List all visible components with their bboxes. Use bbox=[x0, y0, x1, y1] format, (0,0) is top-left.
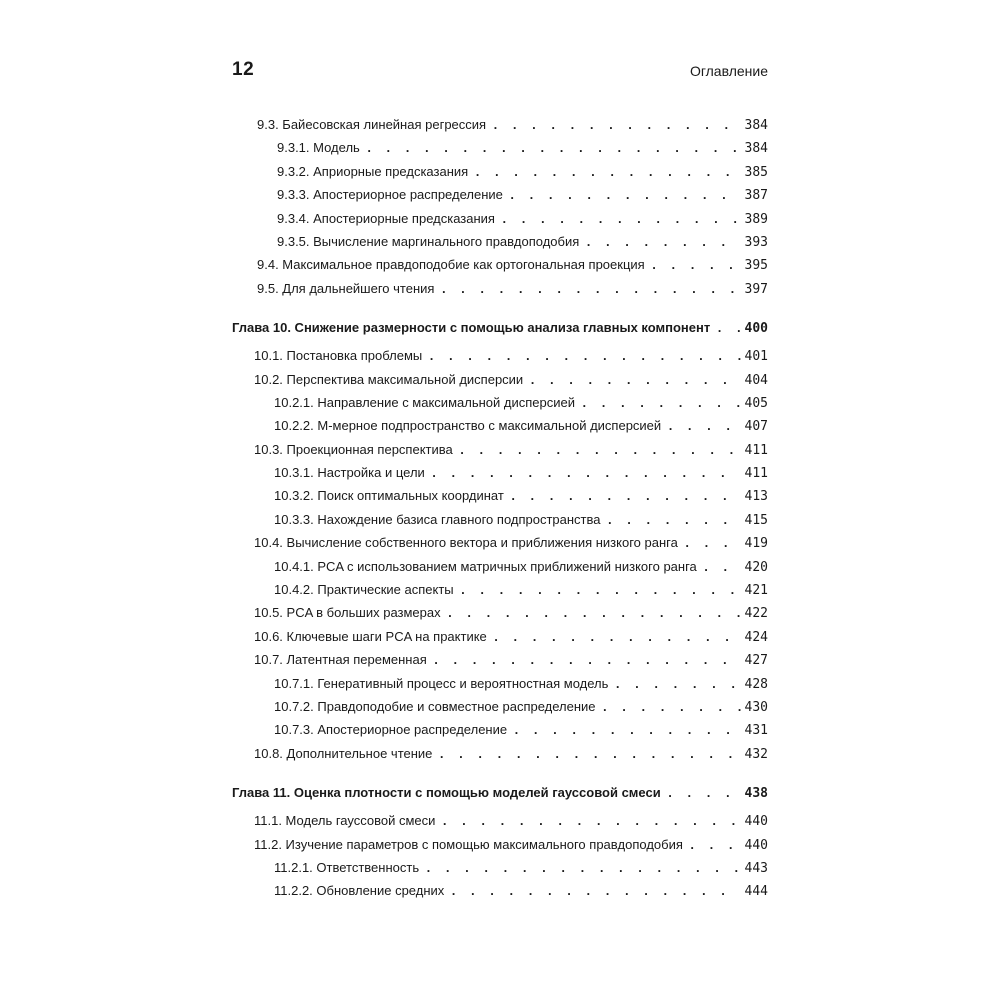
running-header: Оглавление bbox=[689, 63, 768, 79]
toc-entry-page: 443 bbox=[744, 860, 768, 876]
toc-entry bbox=[232, 488, 768, 511]
toc-entry bbox=[232, 605, 768, 628]
toc-entry-page: 389 bbox=[744, 211, 768, 227]
toc-entry bbox=[232, 418, 768, 441]
toc-entry-title: 10.2. Перспектива максимальной дисперсии bbox=[254, 371, 524, 387]
dot-leader bbox=[513, 724, 740, 737]
dot-leader bbox=[529, 374, 740, 387]
toc-entry-title: 10.4. Вычисление собственного вектора и приближения низкого ранга bbox=[254, 535, 678, 551]
toc-entry-page: 420 bbox=[744, 559, 768, 575]
toc-entry-page: 405 bbox=[744, 395, 768, 411]
toc-chapter-title: Глава 10. Снижение размерности с помощью анализа главных компонент bbox=[232, 320, 711, 336]
toc-entry-page: 407 bbox=[744, 419, 768, 435]
dot-leader bbox=[440, 283, 740, 296]
dot-leader bbox=[585, 236, 740, 249]
toc-entry bbox=[232, 629, 768, 652]
toc-entry-page: 385 bbox=[744, 164, 768, 180]
toc-chapter-heading bbox=[232, 320, 768, 348]
dot-leader bbox=[447, 607, 741, 620]
toc-entry bbox=[232, 512, 768, 535]
toc-entry-title: 10.4.1. PCA с использованием матричных приближений низкого ранга bbox=[274, 558, 697, 574]
table-of-contents bbox=[232, 117, 768, 907]
toc-entry bbox=[232, 813, 768, 836]
toc-entry-page: 440 bbox=[744, 837, 768, 853]
toc-entry-title: 10.1. Постановка проблемы bbox=[254, 348, 423, 364]
toc-entry-page: 404 bbox=[744, 372, 768, 388]
dot-leader bbox=[689, 839, 741, 852]
toc-entry bbox=[232, 582, 768, 605]
toc-entry-title: 10.8. Дополнительное чтение bbox=[254, 745, 433, 761]
dot-leader bbox=[510, 490, 741, 503]
toc-entry bbox=[232, 211, 768, 234]
toc-entry bbox=[232, 746, 768, 769]
toc-entry-page: 438 bbox=[744, 786, 768, 802]
toc-entry bbox=[232, 187, 768, 210]
toc-entry bbox=[232, 883, 768, 906]
toc-entry-title: 10.6. Ключевые шаги PCA на практике bbox=[254, 628, 487, 644]
toc-entry bbox=[232, 234, 768, 257]
toc-entry-title: 9.5. Для дальнейшего чтения bbox=[257, 280, 435, 296]
toc-entry-title: 9.3.1. Модель bbox=[277, 140, 360, 156]
dot-leader bbox=[716, 322, 740, 335]
toc-entry-title: 10.7.3. Апостериорное распределение bbox=[274, 722, 508, 738]
toc-entry-title: 11.2.2. Обновление средних bbox=[274, 883, 445, 899]
dot-leader bbox=[428, 350, 740, 363]
toc-entry-page: 384 bbox=[744, 141, 768, 157]
toc-entry-title: 11.2.1. Ответственность bbox=[274, 859, 420, 875]
toc-entry bbox=[232, 860, 768, 883]
toc-entry-title: 10.3. Проекционная перспектива bbox=[254, 441, 453, 457]
toc-entry-title: 10.5. PCA в больших размерах bbox=[254, 605, 441, 621]
toc-entry-page: 427 bbox=[744, 653, 768, 669]
dot-leader bbox=[492, 119, 740, 132]
dot-leader bbox=[581, 397, 741, 410]
toc-entry-page: 411 bbox=[744, 442, 768, 458]
toc-entry-title: 9.3.5. Вычисление маргинального правдоподобия bbox=[277, 233, 580, 249]
toc-entry-page: 400 bbox=[744, 321, 768, 337]
toc-entry bbox=[232, 395, 768, 418]
toc-entry bbox=[232, 699, 768, 722]
toc-chapter-title: Глава 11. Оценка плотности с помощью моделей гауссовой смеси bbox=[232, 785, 661, 801]
toc-entry bbox=[232, 257, 768, 280]
toc-entry-page: 424 bbox=[744, 629, 768, 645]
toc-entry-title: 10.7. Латентная переменная bbox=[254, 652, 427, 668]
dot-leader bbox=[441, 815, 740, 828]
toc-entry-page: 397 bbox=[744, 281, 768, 297]
toc-entry-title: 10.2.1. Направление с максимальной дисперсией bbox=[274, 394, 575, 410]
toc-entry bbox=[232, 372, 768, 395]
toc-entry-page: 422 bbox=[744, 606, 768, 622]
dot-leader bbox=[433, 654, 741, 667]
dot-leader bbox=[667, 787, 741, 800]
toc-entry-title: 11.1. Модель гауссовой смеси bbox=[254, 813, 436, 829]
toc-entry-page: 415 bbox=[744, 512, 768, 528]
toc-entry-page: 413 bbox=[744, 489, 768, 505]
toc-entry-title: 9.3.3. Апостериорное распределение bbox=[277, 187, 503, 203]
dot-leader bbox=[366, 142, 741, 155]
toc-entry bbox=[232, 281, 768, 304]
toc-entry-page: 440 bbox=[744, 814, 768, 830]
dot-leader bbox=[614, 678, 740, 691]
toc-entry-title: 9.3.2. Априорные предсказания bbox=[277, 163, 469, 179]
toc-entry bbox=[232, 535, 768, 558]
page-number: 12 bbox=[232, 59, 255, 80]
toc-entry-title: 10.2.2. M-мерное подпространство с максимальной дисперсией bbox=[274, 418, 662, 434]
toc-entry-page: 395 bbox=[744, 258, 768, 274]
toc-entry-page: 430 bbox=[744, 699, 768, 715]
toc-entry bbox=[232, 559, 768, 582]
toc-entry-page: 419 bbox=[744, 536, 768, 552]
toc-entry-title: 11.2. Изучение параметров с помощью максимального правдоподобия bbox=[254, 836, 683, 852]
dot-leader bbox=[459, 444, 741, 457]
dot-leader bbox=[509, 189, 741, 202]
toc-entry bbox=[232, 465, 768, 488]
dot-leader bbox=[425, 862, 740, 875]
toc-entry bbox=[232, 348, 768, 371]
toc-entry-title: 9.3. Байесовская линейная регрессия bbox=[257, 117, 487, 132]
dot-leader bbox=[602, 701, 741, 714]
toc-chapter-heading bbox=[232, 785, 768, 813]
dot-leader bbox=[607, 514, 741, 527]
toc-entry-title: 10.3.3. Нахождение базиса главного подпространства bbox=[274, 511, 601, 527]
toc-entry-page: 421 bbox=[744, 583, 768, 599]
toc-entry-page: 393 bbox=[744, 234, 768, 250]
toc-entry-title: 9.3.4. Апостериорные предсказания bbox=[277, 210, 495, 226]
toc-entry bbox=[232, 140, 768, 163]
toc-entry-page: 431 bbox=[744, 723, 768, 739]
dot-leader bbox=[703, 561, 741, 574]
toc-entry-page: 401 bbox=[744, 349, 768, 365]
toc-entry-page: 411 bbox=[744, 466, 768, 482]
toc-entry-title: 10.3.1. Настройка и цели bbox=[274, 465, 425, 481]
dot-leader bbox=[501, 213, 741, 226]
toc-entry bbox=[232, 837, 768, 860]
toc-entry-page: 432 bbox=[744, 746, 768, 762]
dot-leader bbox=[684, 537, 741, 550]
dot-leader bbox=[450, 885, 740, 898]
dot-leader bbox=[651, 259, 741, 272]
toc-entry bbox=[232, 117, 768, 140]
toc-entry-page: 444 bbox=[744, 884, 768, 900]
dot-leader bbox=[474, 166, 740, 179]
toc-entry bbox=[232, 722, 768, 745]
dot-leader bbox=[460, 584, 741, 597]
toc-entry bbox=[232, 676, 768, 699]
dot-leader bbox=[667, 420, 740, 433]
toc-entry-title: 10.3.2. Поиск оптимальных координат bbox=[274, 488, 504, 504]
toc-entry bbox=[232, 164, 768, 187]
dot-leader bbox=[438, 748, 740, 761]
toc-entry-title: 10.7.2. Правдоподобие и совместное распределение bbox=[274, 698, 596, 714]
dot-leader bbox=[493, 631, 741, 644]
toc-entry-page: 387 bbox=[744, 188, 768, 204]
dot-leader bbox=[431, 467, 741, 480]
toc-entry-page: 384 bbox=[744, 118, 768, 133]
toc-entry-title: 9.4. Максимальное правдоподобие как ортогональная проекция bbox=[257, 257, 645, 273]
toc-entry bbox=[232, 652, 768, 675]
toc-entry-title: 10.4.2. Практические аспекты bbox=[274, 582, 454, 598]
toc-entry bbox=[232, 442, 768, 465]
toc-entry-title: 10.7.1. Генеративный процесс и вероятностная модель bbox=[274, 675, 609, 691]
toc-entry-page: 428 bbox=[744, 676, 768, 692]
